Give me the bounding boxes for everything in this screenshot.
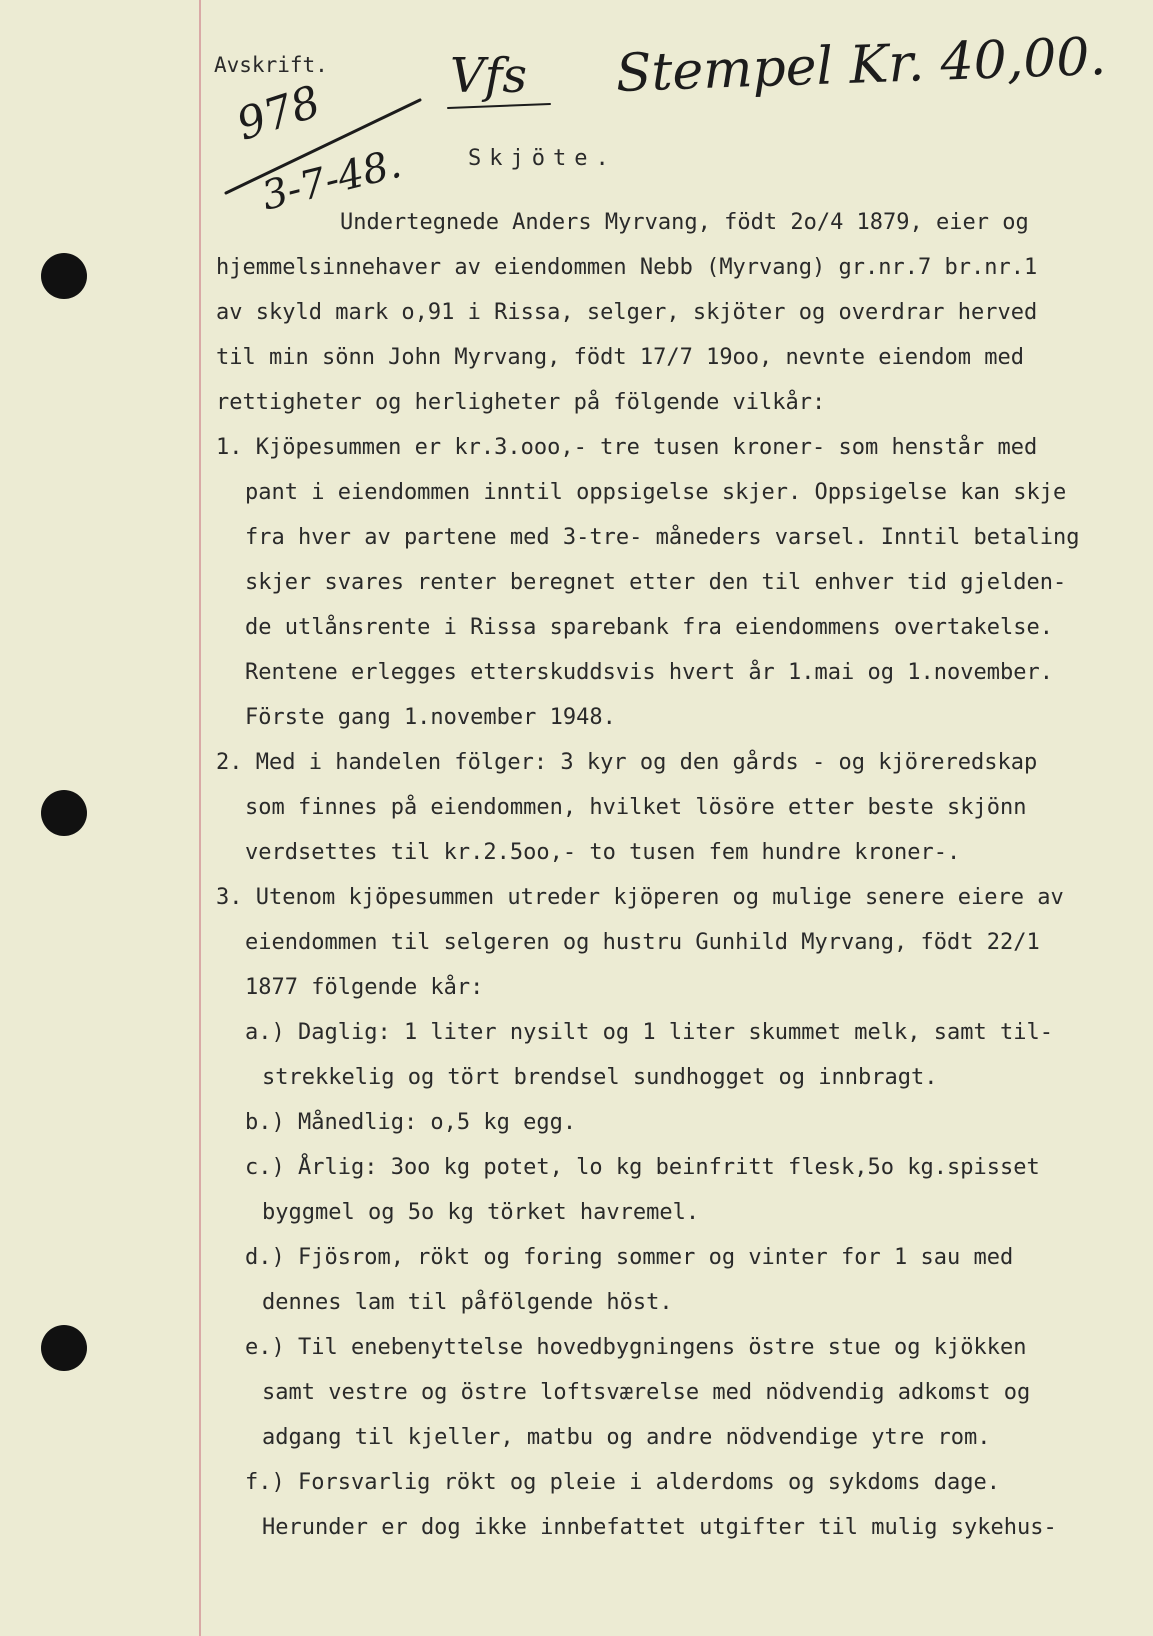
text-line: strekkelig og tört brendsel sundhogget og innbragt.: [262, 1065, 938, 1090]
text-line: Herunder er dog ikke innbefattet utgifter til mulig sykehus-: [262, 1515, 1057, 1540]
text-line: f.) Forsvarlig rökt og pleie i alderdoms og sykdoms dage.: [245, 1470, 1000, 1495]
document-title: Skjöte.: [468, 146, 617, 171]
journal-date: 3-7-48.: [257, 140, 406, 220]
avskrift-label: Avskrift.: [214, 53, 328, 77]
text-line: skjer svares renter beregnet etter den til enhver tid gjelden-: [245, 570, 1067, 595]
initials-signature: Vfs: [450, 48, 528, 104]
text-line: Rentene erlegges etterskuddsvis hvert år 1.mai og 1.november.: [245, 660, 1053, 685]
text-line: a.) Daglig: 1 liter nysilt og 1 liter skummet melk, samt til-: [245, 1020, 1053, 1045]
text-line: e.) Til enebenyttelse hovedbygningens östre stue og kjökken: [245, 1335, 1027, 1360]
stamp-note: Stempel Kr. 40,00.: [614, 26, 1107, 104]
text-line: 1877 fölgende kår:: [245, 975, 484, 1000]
text-line: dennes lam til påfölgende höst.: [262, 1290, 673, 1315]
text-line: fra hver av partene med 3-tre- måneders varsel. Inntil betaling: [245, 525, 1080, 550]
text-line: 3. Utenom kjöpesummen utreder kjöperen og mulige senere eiere av: [216, 885, 1064, 910]
initials-underline-stroke: [448, 104, 550, 108]
text-line: d.) Fjösrom, rökt og foring sommer og vinter for 1 sau med: [245, 1245, 1014, 1270]
text-line: byggmel og 5o kg törket havremel.: [262, 1200, 700, 1225]
text-line: hjemmelsinnehaver av eiendommen Nebb (Myrvang) gr.nr.7 br.nr.1: [216, 255, 1038, 280]
text-line: til min sönn John Myrvang, födt 17/7 19oo, nevnte eiendom med: [216, 345, 1024, 370]
text-line: c.) Årlig: 3oo kg potet, lo kg beinfritt flesk,5o kg.spisset: [245, 1155, 1040, 1180]
text-line: Förste gang 1.november 1948.: [245, 705, 616, 730]
text-line: adgang til kjeller, matbu og andre nödvendige ytre rom.: [262, 1425, 991, 1450]
text-line: 2. Med i handelen fölger: 3 kyr og den gårds - og kjöreredskap: [216, 750, 1038, 775]
text-line: rettigheter og herligheter på fölgende vilkår:: [216, 390, 826, 415]
text-line: som finnes på eiendommen, hvilket lösöre etter beste skjönn: [245, 795, 1027, 820]
text-line: samt vestre og östre loftsværelse med nödvendig adkomst og: [262, 1380, 1031, 1405]
text-line: de utlånsrente i Rissa sparebank fra eiendommens overtakelse.: [245, 615, 1053, 640]
text-line: eiendommen til selgeren og hustru Gunhild Myrvang, födt 22/1: [245, 930, 1040, 955]
text-line: av skyld mark o,91 i Rissa, selger, skjöter og overdrar herved: [216, 300, 1038, 325]
text-line: Undertegnede Anders Myrvang, födt 2o/4 1879, eier og: [340, 210, 1029, 235]
text-line: pant i eiendommen inntil oppsigelse skjer. Oppsigelse kan skje: [245, 480, 1067, 505]
text-line: verdsettes til kr.2.5oo,- to tusen fem hundre kroner-.: [245, 840, 961, 865]
text-line: b.) Månedlig: o,5 kg egg.: [245, 1110, 577, 1135]
journal-number: 978: [230, 76, 327, 151]
text-line: 1. Kjöpesummen er kr.3.ooo,- tre tusen kroner- som henstår med: [216, 435, 1038, 460]
